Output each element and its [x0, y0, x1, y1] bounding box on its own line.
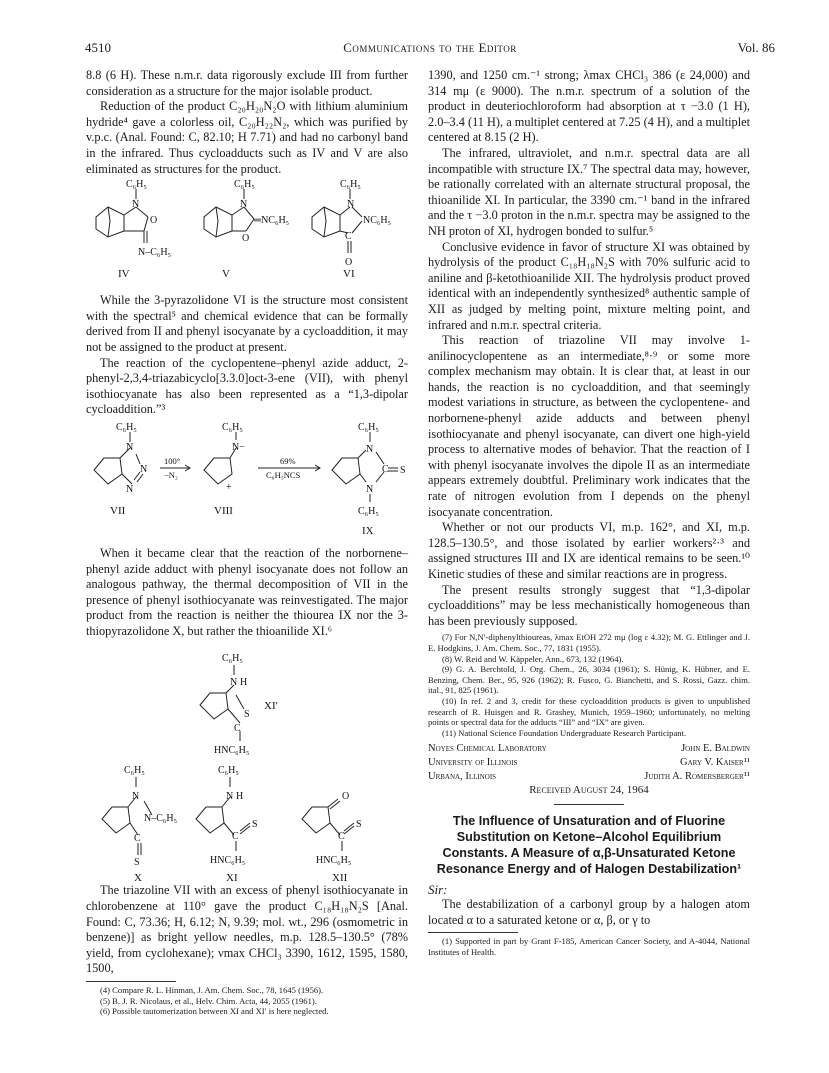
formula-label: C₆H₅: [222, 421, 243, 433]
author-name: Judith A. Romersberger¹¹: [644, 770, 750, 782]
footnote: (1) Supported in part by Grant F-185, American Cancer Society, and A-4044, National Institutes of Health.: [428, 936, 750, 958]
paragraph: The present results strongly suggest that “1,3-dipolar cycloadditions” may be less mechanistically homogeneous than has been previously supposed.: [428, 582, 750, 628]
atom-label: O: [150, 215, 158, 227]
formula-label: C₆H₅: [234, 179, 255, 191]
left-column: [86, 68, 408, 1017]
footnote-rule: [428, 932, 518, 933]
compound-label-ix: IX: [362, 524, 374, 537]
compound-label-iv: IV: [118, 268, 130, 281]
volume-label: Vol. 86: [737, 40, 775, 55]
atom-label: C: [338, 831, 345, 843]
atom-label: H: [236, 791, 244, 803]
laboratory-name: Noyes Chemical Laboratory: [428, 743, 547, 755]
compound-label-vi: VI: [343, 268, 355, 281]
formula-label: C₆H₅: [218, 765, 239, 777]
article-title: The Influence of Unsaturation and of Fluorine Substitution on Ketone–Alcohol Equilibrium Constants. A Measure of α,β-Unsaturated Ketone Resonance Energy and of Halogen Destabilization¹: [436, 813, 742, 876]
formula-label: NC₆H₅: [363, 215, 392, 227]
formula-label: C₆H₅: [358, 505, 379, 517]
atom-label: C: [345, 231, 352, 243]
atom-label: N: [132, 791, 140, 803]
formula-label: ═NC₆H₅: [254, 215, 290, 227]
atom-label: S: [400, 464, 406, 476]
paragraph: Whether or not our products VI, m.p. 162°, and XI, m.p. 128.5–130.5°, and those isolated by earlier workers²·³ and assigned structures III and IX are identical remains to be seen.¹⁰ Kinetic studies of these and similar reactions are in progress.: [428, 520, 750, 581]
atom-label: O: [345, 257, 353, 269]
city-name: Urbana, Illinois: [428, 770, 497, 782]
atom-label: S: [244, 709, 250, 721]
atom-label: N: [126, 441, 134, 453]
formula-label: C₆H₅: [340, 179, 361, 191]
footnote: (4) Compare R. L. Hinman, J. Am. Chem. Soc., 78, 1645 (1956).: [100, 985, 324, 996]
author-name: Gary V. Kaiser¹¹: [680, 756, 750, 768]
atom-label: C: [234, 723, 241, 735]
formula-label: C₆H₅: [126, 179, 147, 191]
atom-label: N: [140, 463, 148, 475]
paragraph: Reduction of the product C₂₀H₂₀N₂O with lithium aluminium hydride⁴ gave a colorless oil, C₂₀H₂₂N₂, which was purified by v.p.c. (Anal. Found: C, 82.10; H 7.71) and had no carbonyl band in the infrared. Thus cycloadducts such as IV and V are also eliminated as structures for the product.: [86, 99, 408, 176]
paragraph: The destabilization of a carbonyl group by a halogen atom located α to a saturated ketone or α, β, or γ to: [428, 897, 750, 927]
atom-label: N: [347, 199, 355, 211]
compound-label-viii: VIII: [214, 504, 233, 517]
chemical-structures-figure: [86, 639, 408, 883]
structures-x-xi-xii: [86, 639, 408, 883]
atom-label: N: [366, 483, 374, 495]
footnote: (6) Possible tautomerization between XI and XI′ is here neglected.: [100, 1006, 329, 1017]
reaction-scheme-vii-viii-ix: [86, 418, 408, 546]
author-signature: [428, 742, 750, 797]
footnote: (8) W. Reid and W. Käppeler, Ann., 673, 132 (1964).: [442, 653, 624, 664]
formula-label: C₆H₅: [222, 653, 243, 665]
paragraph: While the 3-pyrazolidone VI is the structure most consistent with the spectral⁵ and chemical evidence that can be formally derived from II and phenyl isocyanate by a cycloaddition, it may not be assigned to the product at present.: [86, 293, 408, 354]
atom-label: S: [134, 857, 140, 869]
compound-label-xi: XI: [226, 872, 238, 884]
article-separator: [554, 804, 624, 805]
chemical-structures-figure: [86, 177, 408, 293]
compound-label-v: V: [222, 268, 230, 281]
atom-label: C: [382, 463, 389, 475]
atom-label: N: [132, 199, 140, 211]
footnote: (5) B. J. R. Nicolaus, et al., Helv. Chim. Acta, 44, 2055 (1961).: [100, 995, 317, 1006]
footnote: (11) National Science Foundation Undergraduate Research Participant.: [442, 727, 687, 738]
arrow-condition: 100°: [164, 455, 181, 466]
arrow-condition: 69%: [280, 455, 296, 466]
formula-label: C₆H₅: [358, 421, 379, 433]
page-number: 4510: [85, 40, 111, 55]
atom-label: S: [252, 819, 258, 831]
running-header: [85, 40, 775, 58]
atom-label: O: [342, 791, 350, 803]
paragraph: The reaction of the cyclopentene–phenyl azide adduct, 2-phenyl-2,3,4-triazabicyclo[3.3.0]oct-3-ene (VII), with phenyl isothiocyanate has also been represented as a “1,3-dipolar cycloaddition.”³: [86, 355, 408, 417]
paragraph: The triazoline VII with an excess of phenyl isothiocyanate in chlorobenzene at 110° gave the product C₁₈H₁₈N₂S [Anal. Found: C, 73.36; H, 6.12; N, 9.39; mol. wt., 296 (osmometric in benzene)] as bright yellow needles, m.p. 128.5–130.5° (78% yield, from cyclohexane); νmax CHCl₃ 3390, 1612, 1595, 1580, 1500,: [86, 883, 408, 976]
footnote: (7) For N,N′-diphenylthioureas, λmax EtOH 272 mμ (log ε 4.32); M. G. Ettlinger and J. E. Hodgkins, J. Am. Chem. Soc., 77, 1831 (1955).: [428, 632, 750, 653]
atom-label: N: [226, 791, 234, 803]
footnote: (10) In ref. 2 and 3, credit for these cycloaddition products is given to unpublished research of R. Huisgen and R. Grashey, Munich, 1959–1960; unfortunately, no melting points or spectral data for the adducts “III” and “IX” are given.: [428, 695, 750, 728]
atom-label: N: [230, 677, 238, 689]
charge-label: +: [226, 481, 232, 493]
formula-label: C₆H₅: [124, 765, 145, 777]
atom-label: N: [366, 443, 374, 455]
atom-label: S: [356, 819, 362, 831]
formula-label: HNC₆H₅: [214, 745, 250, 757]
salutation: Sir:: [428, 881, 448, 897]
atom-label: C: [134, 833, 141, 845]
paragraph: Conclusive evidence in favor of structure XI was obtained by hydrolysis of the product C₁₈H₁₈N₂S with 70% sulfuric acid to aniline and β-ketothioanilide XII. The hydrolysis product proved identical with an independently synthesized⁸ authentic sample of XII as judged by melting point, mixture melting point, and infrared and n.m.r. spectral criteria.: [428, 239, 750, 332]
atom-label: N: [240, 199, 248, 211]
atom-label: H: [240, 677, 248, 689]
formula-label: N–C₆H₅: [138, 247, 172, 259]
compound-label-xi-prime: XI′: [264, 700, 279, 713]
atom-label: N: [126, 483, 134, 495]
compound-label-x: X: [134, 872, 142, 884]
footnotes: [428, 632, 750, 738]
running-title: Communications to the Editor: [343, 40, 517, 55]
formula-label: N–C₆H₅: [144, 813, 178, 825]
footnote-rule: [86, 981, 176, 982]
received-date: Received August 24, 1964: [529, 784, 649, 797]
footnote: (9) G. A. Berchtold, J. Org. Chem., 26, 3034 (1961); S. Hünig, K. Hübner, and E. Benzing, Chem. Ber., 95, 926 (1962); R. Fusco, G. Bianchetti, and S. Rossi, Gazz. chim. ital., 91, 825 (1961).: [428, 664, 750, 696]
arrow-condition: C₆H₅NCS: [266, 469, 301, 480]
formula-label: HNC₆H₅: [316, 855, 352, 867]
compound-label-xii: XII: [332, 872, 348, 884]
author-name: John E. Baldwin: [681, 743, 750, 755]
formula-label: C₆H₅: [116, 421, 137, 433]
paragraph: The infrared, ultraviolet, and n.m.r. spectral data are all incompatible with structure IX.⁷ The spectral data may, however, be rationally correlated with an alternate structural proposal, the thioanilide XI. In particular, the 3390 cm.⁻¹ band in the infrared and the τ −3.0 proton in the n.m.r. spectra may be assigned to the NH proton of XI, hydrogen bonded to sulfur.⁵: [428, 145, 750, 238]
formula-label: HNC₆H₅: [210, 855, 246, 867]
right-column: [428, 68, 750, 958]
atom-label: N−: [232, 441, 245, 453]
atom-label: O: [242, 233, 250, 245]
structures-iv-v-vi: [86, 177, 408, 293]
paragraph: 1390, and 1250 cm.⁻¹ strong; λmax CHCl₃ 386 (ε 24,000) and 314 mμ (ε 9000). The n.m.r. spectrum of a solution of the product in deuteriochloroform had absorption at τ −3.0 (1 H), 2.0–3.4 (11 H), a multiplet centered at 7.25 (4 H), and a multiplet centered at 8.15 (2 H).: [428, 68, 750, 145]
paragraph: When it became clear that the reaction of the norbornene–phenyl azide adduct with phenyl isocyanate does not follow an analogous pathway, the thermal decomposition of VII in the presence of phenyl isothiocyanate was reinvestigated. The major product from the reaction is neither the thiourea IX nor the 3-thiopyrazolidone X, but rather the thioanilide XI.⁶: [86, 545, 408, 638]
paragraph: 8.8 (6 H). These n.m.r. data rigorously exclude III from further consideration as a structure for the major isolable product.: [86, 68, 408, 98]
compound-label-vii: VII: [110, 504, 126, 517]
reaction-scheme: [86, 418, 408, 546]
university-name: University of Illinois: [428, 756, 518, 768]
paragraph: This reaction of triazoline VII may involve 1-anilinocyclopentene as an intermediate,⁸·⁹ or some more complex mechanism may obtain. It is clear that, at least in our hands, the reaction is no cycloaddition, and that seemingly modest variations in structure, as between the cyclopentene- and norbornene-phenyl azide adducts and between phenyl isothiocyanate and phenyl isocyanate, can divert one high-yield process to alternative modes of behavior. That the reaction of I with phenyl isocyanate involves the dipole II as an intermediate appears extremely doubtful. Preliminary work indicates that the rate of nitrogen evolution from I depends on the phenyl isocyanate concentration.: [428, 333, 750, 519]
atom-label: C: [232, 831, 239, 843]
arrow-condition: −N₂: [164, 469, 178, 480]
